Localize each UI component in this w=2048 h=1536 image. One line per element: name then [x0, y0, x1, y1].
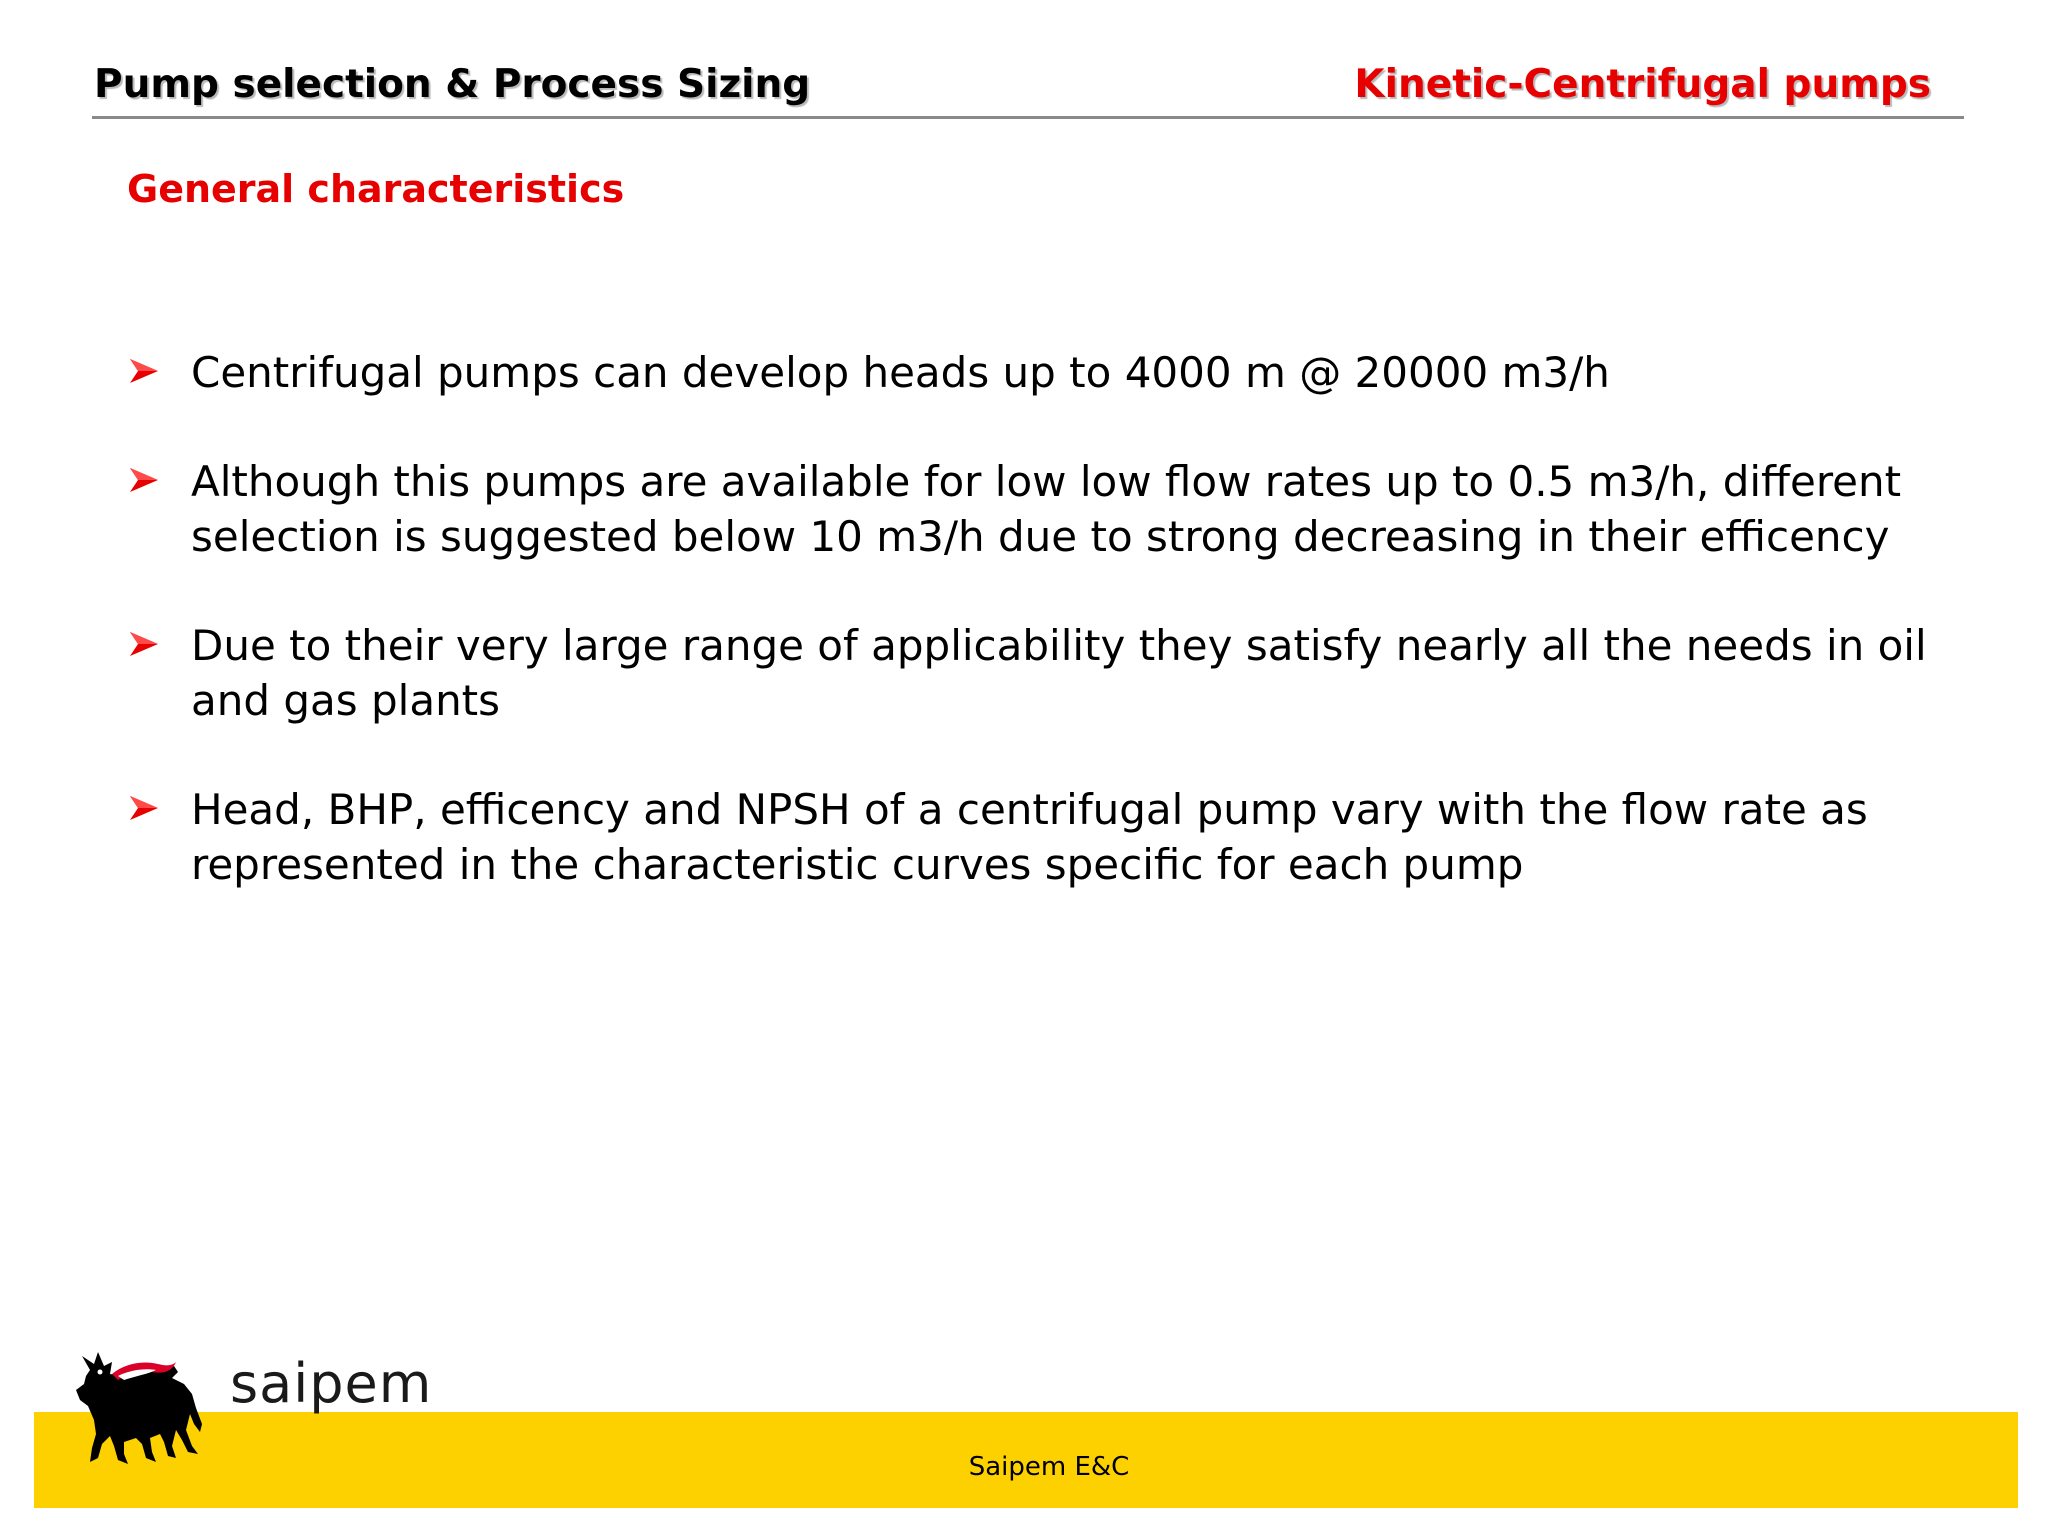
bullet-list	[128, 345, 1968, 946]
header-left-title: Pump selection & Process Sizing	[94, 62, 811, 107]
bullet-text: Centrifugal pumps can develop heads up to 4000 m @ 20000 m3/h	[191, 348, 1610, 397]
bullet-item	[128, 454, 1968, 564]
header-right-title: Kinetic-Centrifugal pumps	[1354, 62, 1931, 107]
footer-text: Saipem E&C	[968, 1452, 1130, 1482]
red-arrowhead-icon	[128, 355, 160, 387]
header-divider	[92, 116, 1964, 119]
red-arrowhead-icon	[128, 464, 160, 496]
bullet-item	[128, 345, 1968, 400]
section-heading: General characteristics	[127, 167, 625, 211]
bullet-item	[128, 782, 1968, 892]
red-arrowhead-icon	[128, 628, 160, 660]
bullet-text: Although this pumps are available for low low flow rates up to 0.5 m3/h, different selection is suggested below 10 m3/h due to strong decreasing in their efficency	[191, 457, 1902, 561]
bullet-item	[128, 618, 1968, 728]
bullet-text: Due to their very large range of applicability they satisfy nearly all the needs in oil and gas plants	[191, 621, 1927, 725]
six-legged-dog-logo-icon	[72, 1350, 212, 1466]
bullet-text: Head, BHP, efficency and NPSH of a centrifugal pump vary with the flow rate as represented in the characteristic curves specific for each pump	[191, 785, 1868, 889]
red-arrowhead-icon	[128, 792, 160, 824]
brand-wordmark: saipem	[230, 1352, 433, 1415]
